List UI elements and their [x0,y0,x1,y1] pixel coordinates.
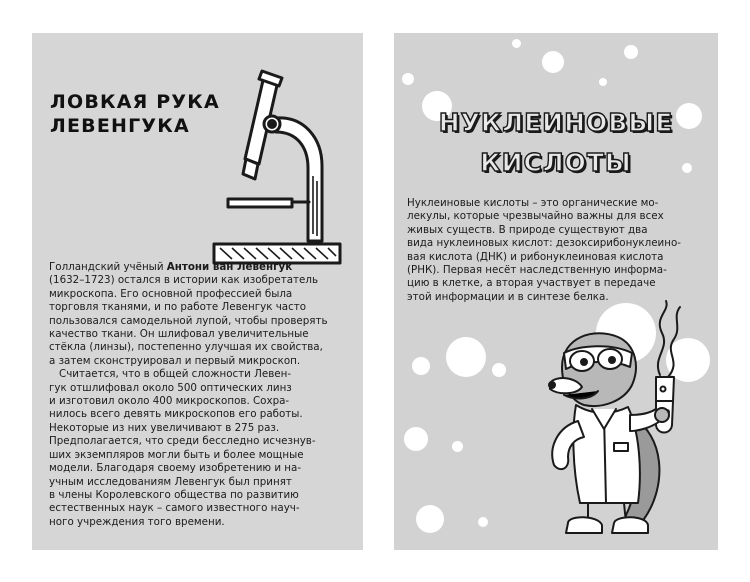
text-line: (1632–1723) остался в истории как изобретатель [49,274,319,287]
right-page-title [394,103,718,183]
left-page-title [50,90,220,138]
bubble-decoration [402,73,414,85]
text-line: микроскопа. Его основной профессией была [49,287,293,300]
bubble-decoration [542,51,564,73]
left-page [32,33,363,550]
text-line: и изготовил около 400 микроскопов. Сохра- [49,395,290,408]
right-page-body [407,197,707,304]
bubble-decoration [446,337,486,377]
text-line-segment: Голландский учёный [49,261,167,273]
bubble-decoration [624,45,638,59]
text-line: пользовался самодельной лупой, чтобы проверять [49,314,328,327]
bubble-decoration [452,441,463,452]
bubble-decoration [416,505,444,533]
bubble-decoration [478,517,488,527]
microscope-illustration [212,66,342,271]
text-line: стёкла (линзы), постепенно улучшая их свойства, [49,341,323,354]
bubble-decoration [404,427,428,451]
text-line: Предполагается, что среди бесследно исчезнув- [49,435,316,448]
text-line: Некоторые из них увеличивают в 275 раз. [49,421,280,434]
text-line: этой информации и в синтезе белка. [407,290,609,303]
bubble-decoration [512,39,521,48]
right-title-line-2: КИСЛОТЫ [480,148,632,177]
text-line [49,261,349,274]
scientist-character-illustration [532,297,700,547]
text-line: в члены Королевского общества по развитию [49,488,299,501]
text-line: качество ткани. Он шлифовал увеличительные [49,328,309,341]
text-line: живых существ. В природе существуют два [407,223,648,236]
text-line: нилось всего девять микроскопов его работы. [49,408,303,421]
left-title-line-1: ЛОВКАЯ РУКА [50,91,220,113]
text-line: учным исследованиям Левенгук был принят [49,475,292,488]
text-line: лекулы, которые чрезвычайно важны для всех [407,210,664,223]
text-line: модели. Благодаря своему изобретению и на- [49,462,302,475]
bubble-decoration [412,357,430,375]
text-line: Нуклеиновые кислоты – это органические мо- [407,197,659,209]
text-line: цию в клетке, а вторая участвует в передаче [407,277,656,290]
left-title-line-2: ЛЕВЕНГУКА [50,115,190,137]
right-title-line-1: НУКЛЕИНОВЫЕ [438,108,674,137]
text-line: Считается, что в общей сложности Левен- [59,368,292,381]
text-line: ших экземпляров могли быть и более мощные [49,448,304,461]
text-line: ного учреждения того времени. [49,515,225,528]
left-page-body [49,261,349,529]
text-line: вая кислота (ДНК) и рибонуклеиновая кислота [407,250,664,263]
text-line: гук отшлифовал около 500 оптических линз [49,381,292,394]
text-line: а затем сконструировал и первый микроскоп. [49,354,301,367]
right-page [394,33,718,550]
text-line: (РНК). Первая несёт наследственную информа- [407,264,667,277]
bubble-decoration [599,78,607,86]
scientist-name: Антони ван Левенгук [166,261,293,273]
text-line: торговля тканями, и по работе Левенгук часто [49,301,307,314]
text-line: вида нуклеиновых кислот: дезоксирибонуклеино- [407,237,681,250]
text-line: естественных наук – самого известного науч- [49,502,300,515]
bubble-decoration [492,363,506,377]
